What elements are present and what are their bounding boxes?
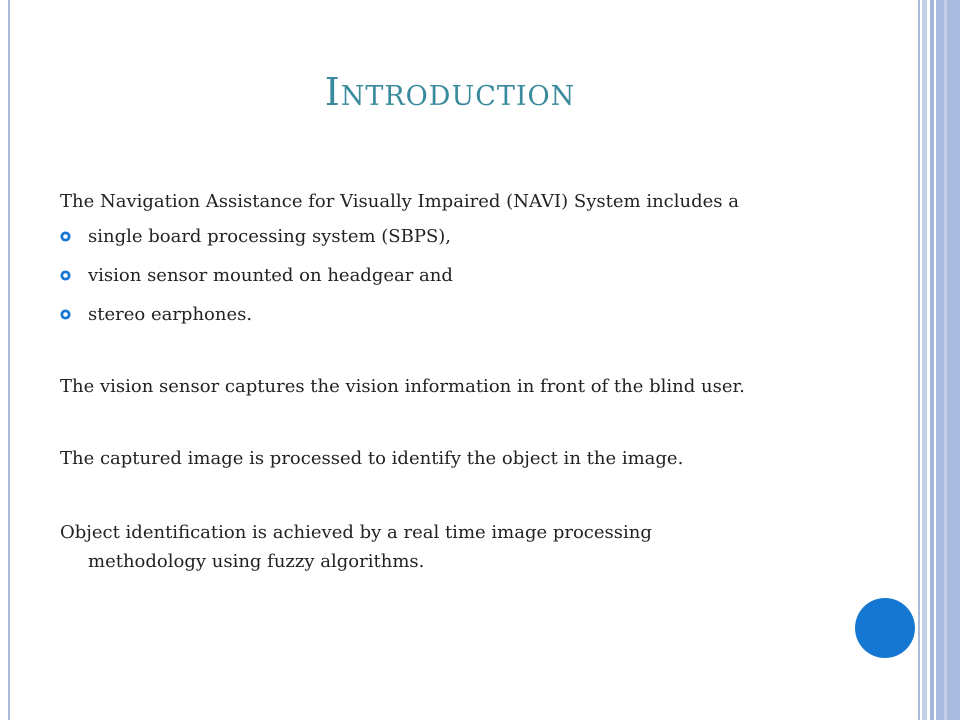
bullet-label: single board processing system (SBPS), bbox=[88, 226, 452, 247]
right-frame-line bbox=[918, 0, 920, 720]
right-frame-bar bbox=[936, 0, 960, 720]
paragraph-object-identification-continued: methodology using fuzzy algorithms. bbox=[88, 551, 425, 572]
paragraph-object-identification: Object identification is achieved by a real time image processing bbox=[60, 522, 652, 543]
right-frame-stripe bbox=[944, 0, 947, 720]
paragraph-captured-image: The captured image is processed to identify the object in the image. bbox=[60, 448, 684, 469]
bullet-icon bbox=[60, 309, 71, 320]
right-frame-line-2 bbox=[930, 0, 934, 720]
accent-circle bbox=[855, 598, 915, 658]
right-frame-band bbox=[922, 0, 927, 720]
bullet-icon bbox=[60, 231, 71, 242]
paragraph-vision-sensor: The vision sensor captures the vision information in front of the blind user. bbox=[60, 376, 745, 397]
bullet-icon bbox=[60, 270, 71, 281]
bullet-label: vision sensor mounted on headgear and bbox=[88, 265, 453, 286]
intro-text: The Navigation Assistance for Visually Impaired (NAVI) System includes a bbox=[60, 191, 739, 212]
bullet-label: stereo earphones. bbox=[88, 304, 253, 325]
slide-title: Introduction bbox=[324, 70, 576, 114]
